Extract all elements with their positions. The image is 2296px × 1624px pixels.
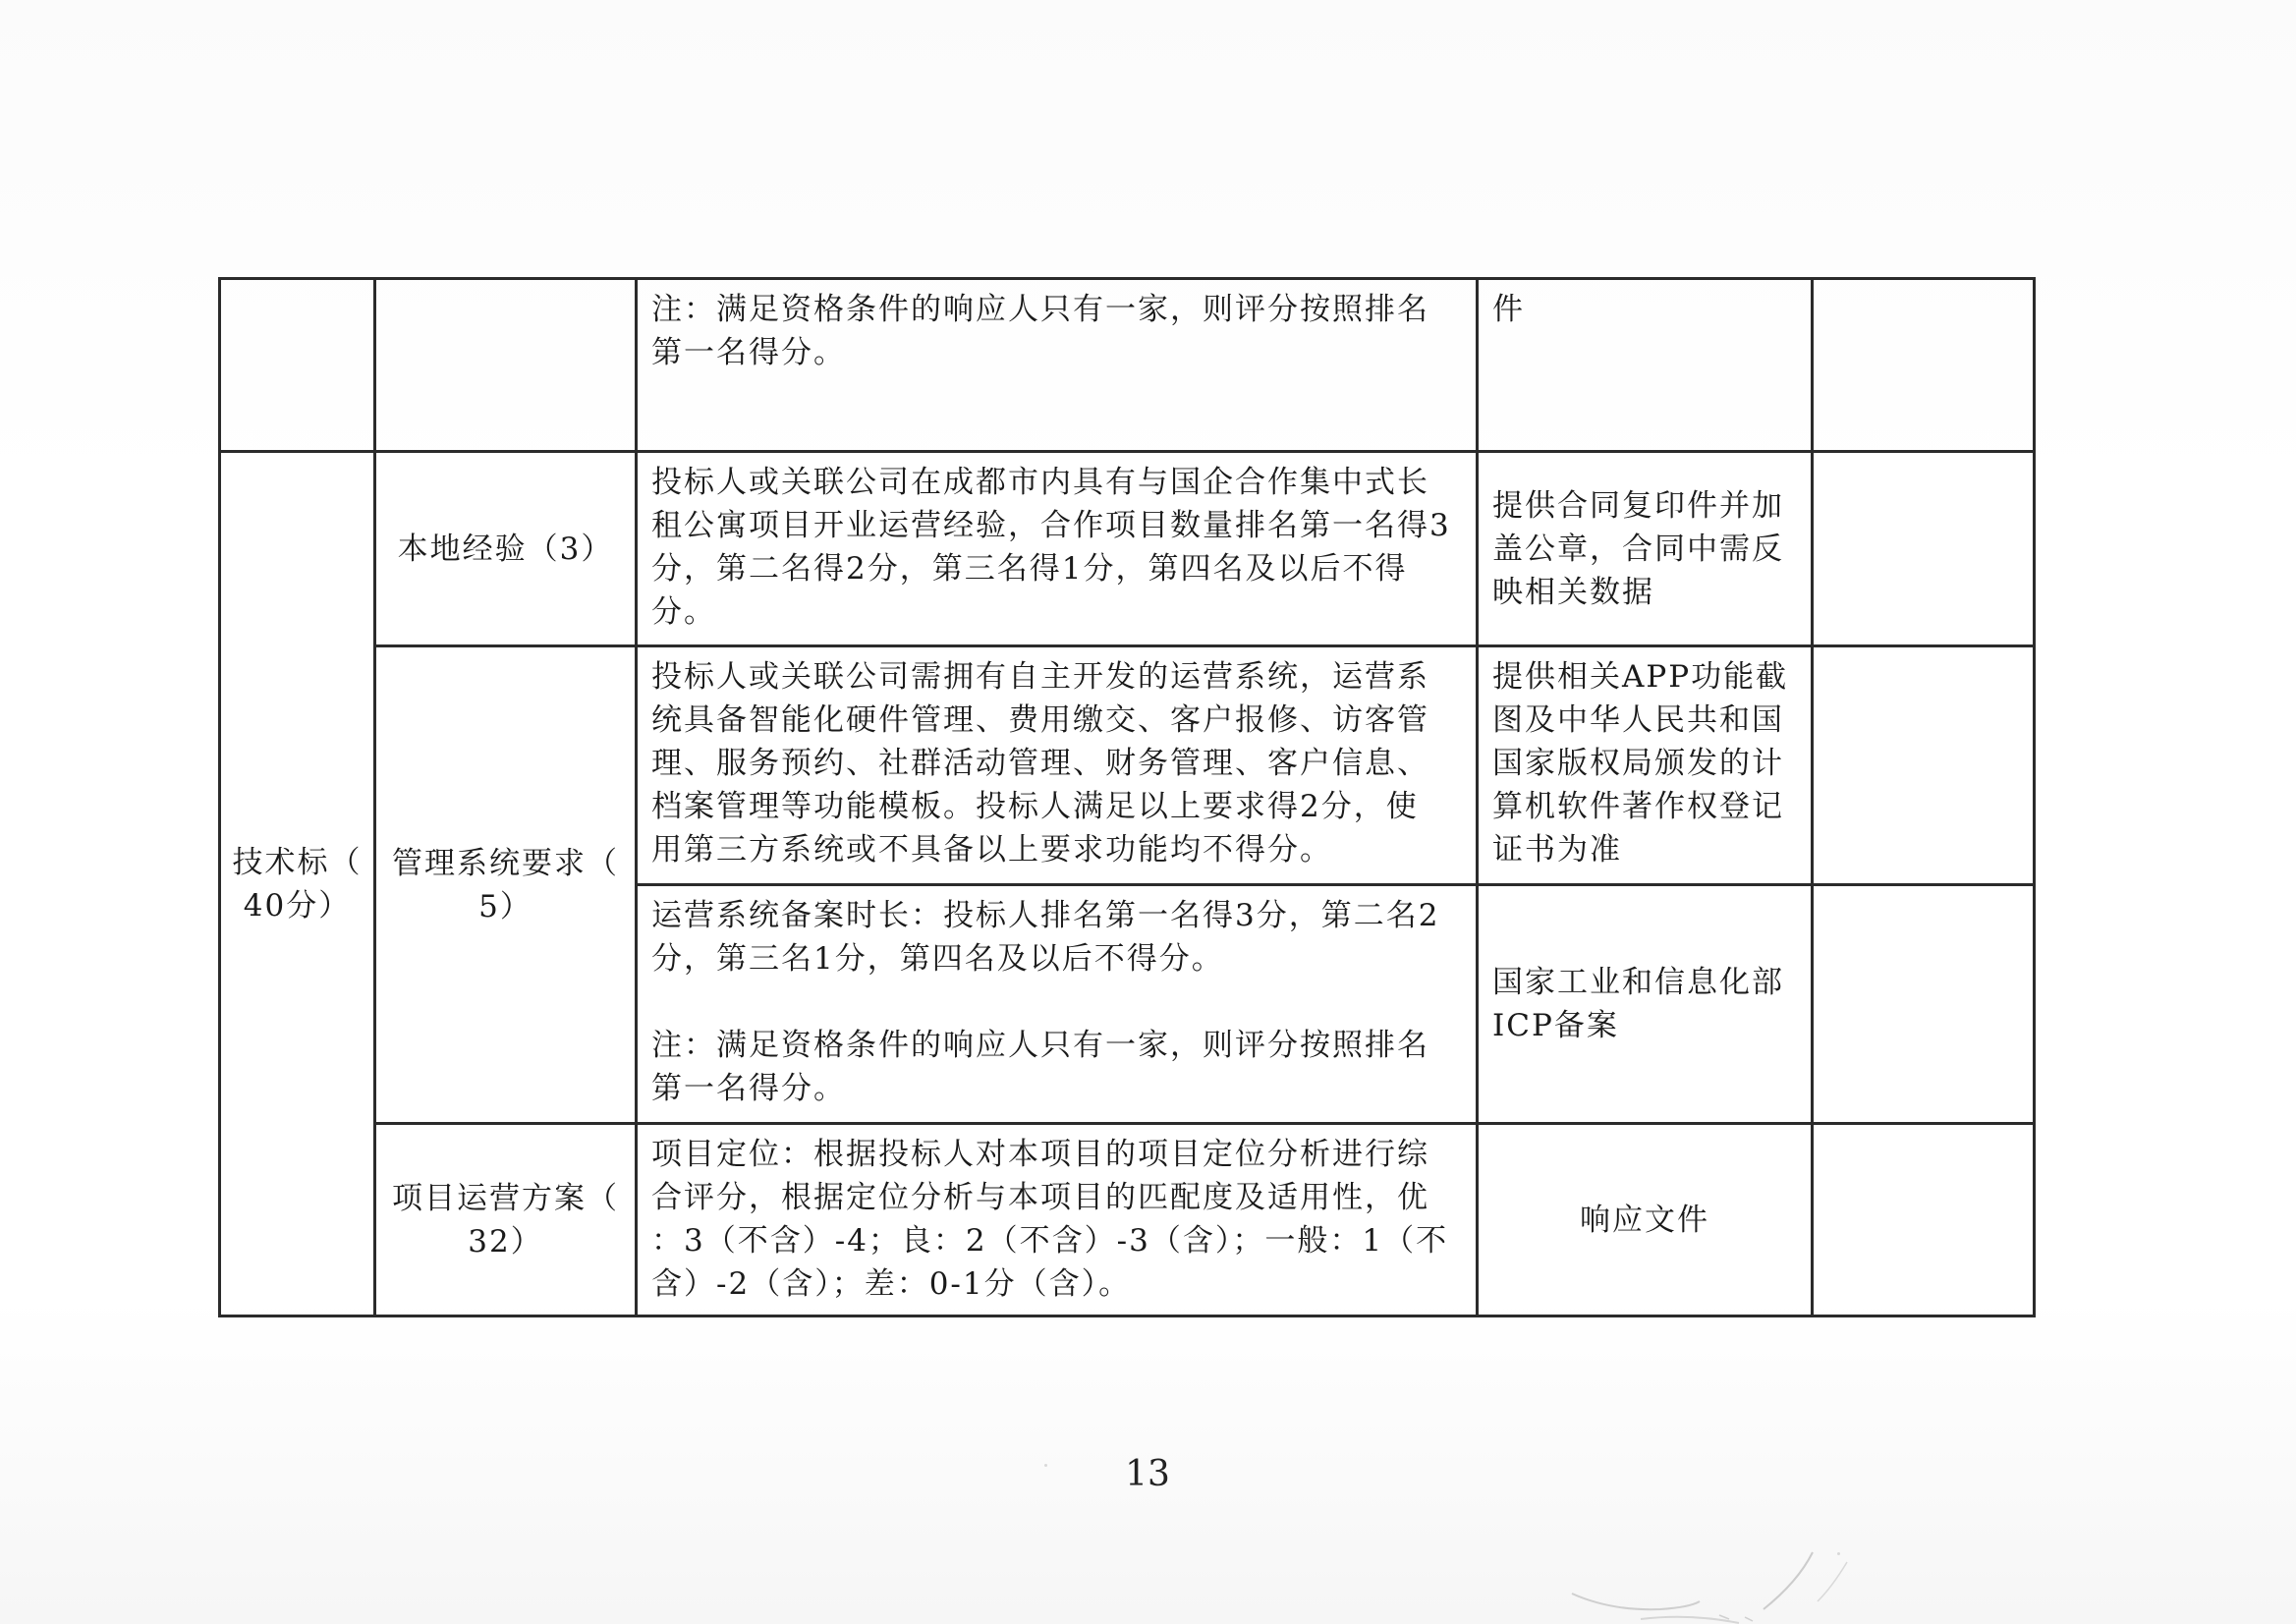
scan-speck [1837, 1552, 1840, 1555]
score-cell [1813, 885, 2035, 1124]
proof-cell: 提供相关APP功能截 图及中华人民共和国 国家版权局颁发的计 算机软件著作权登记 证书为准 [1478, 646, 1813, 885]
table-row [220, 1124, 2035, 1316]
score-cell [1813, 646, 2035, 885]
criteria-cell: 投标人或关联公司需拥有自主开发的运营系统，运营系 统具备智能化硬件管理、费用缴交、客户报修、访客管 理、服务预约、社群活动管理、财务管理、客户信息、 档案管理等功能模板。投标人满足以上要求得2分，使 用第三方系统或不具备以上要求功能均不得分。 [637, 646, 1478, 885]
score-cell [1813, 452, 2035, 646]
proof-cell: 提供合同复印件并加 盖公章，合同中需反 映相关数据 [1478, 452, 1813, 646]
proof-cell: 国家工业和信息化部 ICP备案 [1478, 885, 1813, 1124]
category-cell-empty [220, 279, 375, 452]
criteria-cell: 注：满足资格条件的响应人只有一家，则评分按照排名 第一名得分。 [637, 279, 1478, 452]
table-row [220, 452, 2035, 646]
scoring-table [218, 277, 2036, 1317]
table-row [220, 646, 2035, 885]
score-cell [1813, 279, 2035, 452]
item-cell: 管理系统要求（ 5） [375, 646, 637, 1124]
table-row [220, 279, 2035, 452]
score-cell [1813, 1124, 2035, 1316]
scan-speck [1044, 1464, 1047, 1467]
proof-cell: 件 [1478, 279, 1813, 452]
criteria-cell: 项目定位：根据投标人对本项目的项目定位分析进行综 合评分，根据定位分析与本项目的匹配度及适用性，优 ：3（不含）-4；良：2（不含）-3（含）；一般：1（不 含）-2（含）；差：0-1分（含）。 [637, 1124, 1478, 1316]
criteria-cell: 投标人或关联公司在成都市内具有与国企合作集中式长 租公寓项目开业运营经验，合作项目数量排名第一名得3 分，第二名得2分，第三名得1分，第四名及以后不得 分。 [637, 452, 1478, 646]
criteria-cell: 运营系统备案时长：投标人排名第一名得3分，第二名2 分，第三名1分，第四名及以后不得分。 注：满足资格条件的响应人只有一家，则评分按照排名 第一名得分。 [637, 885, 1478, 1124]
item-cell: 项目运营方案（ 32） [375, 1124, 637, 1316]
signature-mark [1552, 1533, 1945, 1624]
category-cell: 技术标（ 40分） [220, 452, 375, 1316]
item-cell-empty [375, 279, 637, 452]
proof-cell: 响应文件 [1478, 1124, 1813, 1316]
page-number: 13 [1125, 1454, 1170, 1494]
item-cell: 本地经验（3） [375, 452, 637, 646]
